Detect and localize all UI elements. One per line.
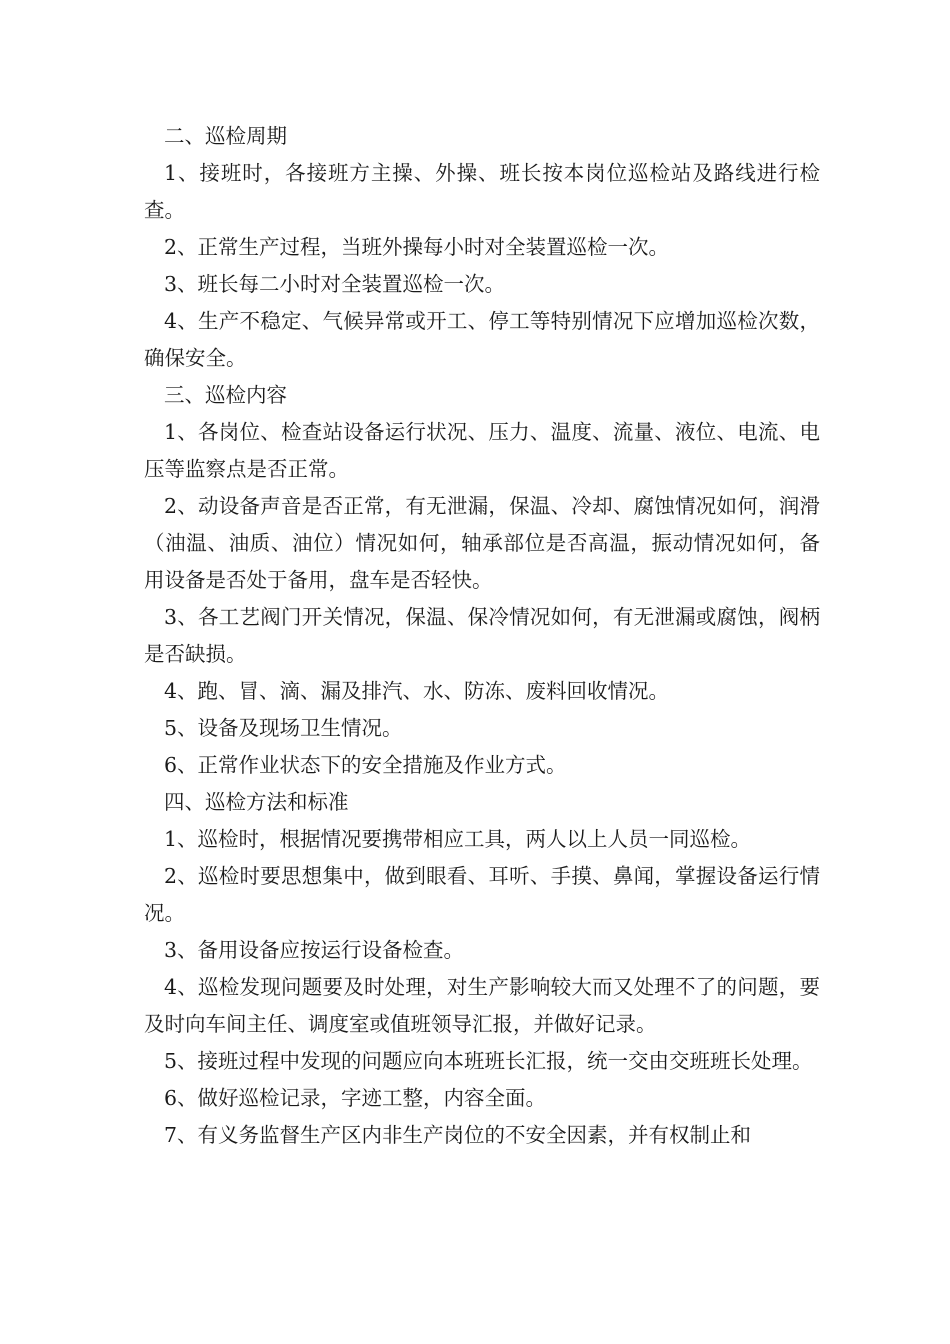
paragraph: 1、各岗位、检查站设备运行状况、压力、温度、流量、液位、电流、电压等监察点是否正常。 <box>144 420 820 481</box>
paragraph: 4、生产不稳定、气候异常或开工、停工等特别情况下应增加巡检次数，确保安全。 <box>144 309 820 370</box>
paragraph: 3、各工艺阀门开关情况，保温、保冷情况如何，有无泄漏或腐蚀，阀柄是否缺损。 <box>144 605 820 666</box>
document-page <box>144 118 820 1154</box>
paragraph: 3、备用设备应按运行设备检查。 <box>164 938 465 962</box>
paragraph: 4、跑、冒、滴、漏及排汽、水、防冻、废料回收情况。 <box>164 679 670 703</box>
paragraph: 2、正常生产过程，当班外操每小时对全装置巡检一次。 <box>164 235 670 259</box>
section-heading-patrol-methods: 四、巡检方法和标准 <box>164 790 349 814</box>
section-heading-patrol-cycle: 二、巡检周期 <box>164 124 287 148</box>
paragraph: 1、巡检时，根据情况要携带相应工具，两人以上人员一同巡检。 <box>164 827 752 851</box>
paragraph: 5、接班过程中发现的问题应向本班班长汇报，统一交由交班班长处理。 <box>164 1049 813 1073</box>
paragraph: 6、正常作业状态下的安全措施及作业方式。 <box>164 753 567 777</box>
paragraph: 2、巡检时要思想集中，做到眼看、耳听、手摸、鼻闻，掌握设备运行情况。 <box>144 864 820 925</box>
section-heading-patrol-content: 三、巡检内容 <box>164 383 287 407</box>
paragraph: 7、有义务监督生产区内非生产岗位的不安全因素，并有权制止和 <box>164 1123 752 1147</box>
paragraph: 4、巡检发现问题要及时处理，对生产影响较大而又处理不了的问题，要及时向车间主任、调度室或值班领导汇报，并做好记录。 <box>144 975 820 1036</box>
paragraph: 1、接班时，各接班方主操、外操、班长按本岗位巡检站及路线进行检查。 <box>144 161 820 222</box>
paragraph: 6、做好巡检记录，字迹工整，内容全面。 <box>164 1086 547 1110</box>
paragraph: 5、设备及现场卫生情况。 <box>164 716 403 740</box>
paragraph: 3、班长每二小时对全装置巡检一次。 <box>164 272 506 296</box>
paragraph: 2、动设备声音是否正常，有无泄漏，保温、冷却、腐蚀情况如何，润滑（油温、油质、油位）情况如何，轴承部位是否高温，振动情况如何，备用设备是否处于备用，盘车是否轻快。 <box>144 494 820 592</box>
